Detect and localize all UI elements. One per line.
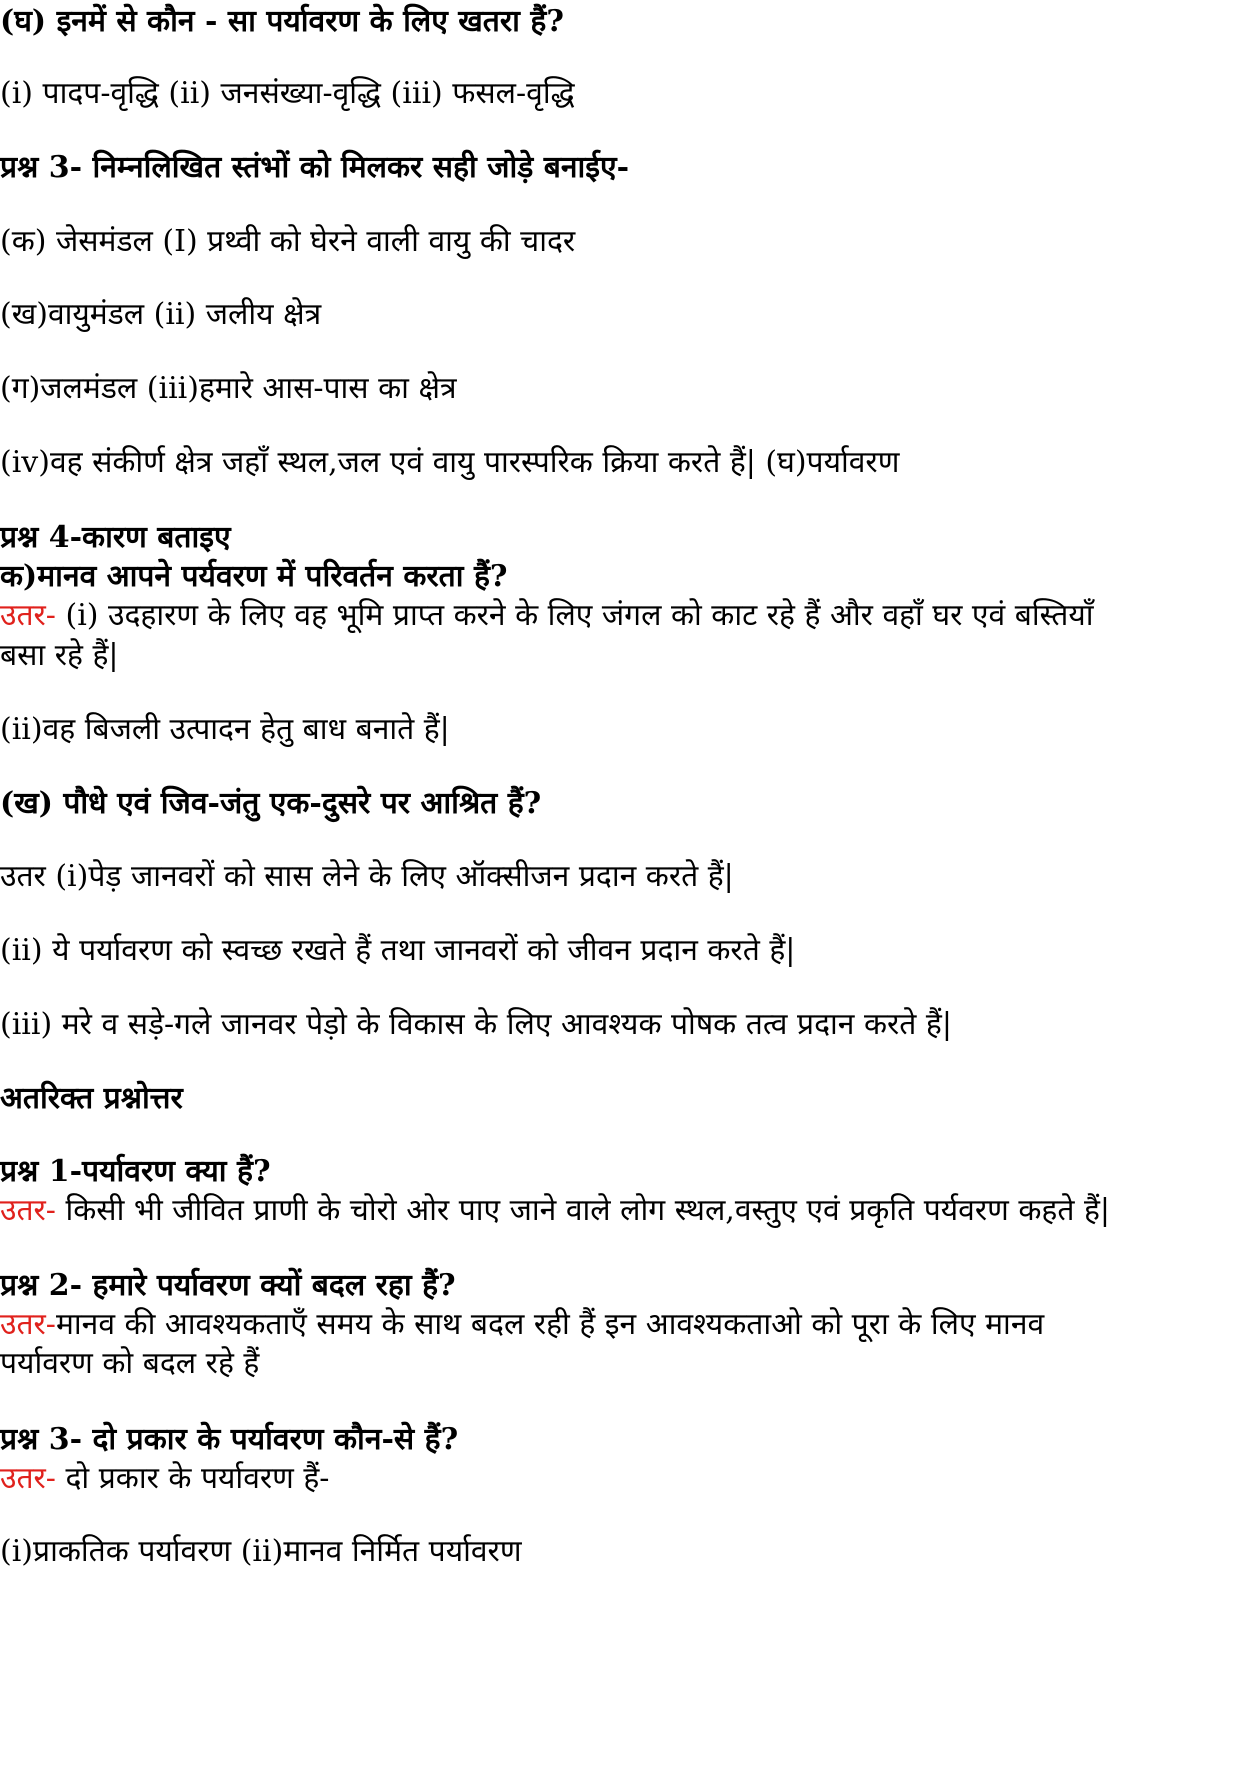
- answer-text: मानव की आवश्यकताएँ समय के साथ बदल रही हैं इन आवश्यकताओ को पूरा के लिए मानव: [55, 1307, 1045, 1342]
- answer-label: उतर-: [0, 598, 56, 633]
- answer-4-ka-line-2: बसा रहे हैं|: [0, 638, 119, 673]
- question-4-heading: प्रश्न 4-कारण बताइए: [0, 520, 231, 555]
- extra-question-1-heading: प्रश्न 1-पर्यावरण क्या हैं?: [0, 1154, 271, 1189]
- extra-question-3-heading: प्रश्न 3- दो प्रकार के पर्यावरण कौन-से हैं?: [0, 1422, 459, 1457]
- answer-text: किसी भी जीवित प्राणी के चोरो ओर पाए जाने वाले लोग स्थल,वस्तुए एवं प्रकृति पर्यवरण कहते हैं|: [55, 1193, 1110, 1228]
- question-3-heading: प्रश्न 3- निम्नलिखित स्तंभों को मिलकर सही जोड़े बनाईए-: [0, 150, 630, 185]
- extra-question-2-heading: प्रश्न 2- हमारे पर्यावरण क्यों बदल रहा हैं?: [0, 1268, 456, 1303]
- answer-4-kha-point-iii: (iii) मरे व सड़े-गले जानवर पेड़ो के विकास के लिए आवश्यक पोषक तत्व प्रदान करते हैं|: [0, 1007, 952, 1042]
- answer-4-kha-point-i: उतर (i)पेड़ जानवरों को सास लेने के लिए ऑक्सीजन प्रदान करते हैं|: [0, 859, 734, 894]
- answer-label: उतर-: [0, 1307, 56, 1342]
- answer-4-ka-line-1: [0, 594, 1094, 638]
- answer-4-ka-point-ii: (ii)वह बिजली उत्पादन हेतु बाध बनाते हैं|: [0, 712, 450, 747]
- extra-answer-1: [0, 1189, 1110, 1233]
- question-4-ka-heading: क)मानव आपने पर्यवरण में परिवर्तन करता हैं?: [0, 559, 508, 594]
- extra-answer-2-line-1: [0, 1303, 1044, 1347]
- match-row-kha: (ख)वायुमंडल (ii) जलीय क्षेत्र: [0, 297, 322, 332]
- answer-label: उतर-: [0, 1193, 56, 1228]
- match-row-iv: (iv)वह संकीर्ण क्षेत्र जहाँ स्थल,जल एवं वायु पारस्परिक क्रिया करते हैं| (घ)पर्यावरण: [0, 445, 900, 480]
- match-row-ka: (क) जेसमंडल (I) प्रथ्वी को घेरने वाली वायु की चादर: [0, 224, 576, 259]
- question-gha-heading: (घ) इनमें से कौन - सा पर्यावरण के लिए खतरा हैं?: [0, 4, 564, 39]
- extra-answer-3: [0, 1457, 329, 1501]
- answer-4-kha-point-ii: (ii) ये पर्यावरण को स्वच्छ रखते हैं तथा जानवरों को जीवन प्रदान करते हैं|: [0, 933, 796, 968]
- question-4-kha-heading: (ख) पौधे एवं जिव-जंतु एक-दुसरे पर आश्रित हैं?: [0, 786, 542, 821]
- match-row-ga: (ग)जलमंडल (iii)हमारे आस-पास का क्षेत्र: [0, 371, 457, 406]
- answer-label: उतर-: [0, 1461, 56, 1496]
- question-gha-options: (i) पादप-वृद्धि (ii) जनसंख्या-वृद्धि (iii) फसल-वृद्धि: [0, 76, 575, 111]
- extra-answer-3-types: (i)प्राकतिक पर्यावरण (ii)मानव निर्मित पर्यावरण: [0, 1534, 522, 1569]
- extra-questions-heading: अतरिक्त प्रश्नोत्तर: [0, 1081, 183, 1116]
- answer-text: दो प्रकार के पर्यावरण हैं-: [55, 1461, 330, 1496]
- extra-answer-2-line-2: पर्यावरण को बदल रहे हैं: [0, 1346, 260, 1381]
- answer-text: (i) उदहारण के लिए वह भूमि प्राप्त करने के लिए जंगल को काट रहे हैं और वहाँ घर एवं बस्तियाँ: [55, 598, 1094, 633]
